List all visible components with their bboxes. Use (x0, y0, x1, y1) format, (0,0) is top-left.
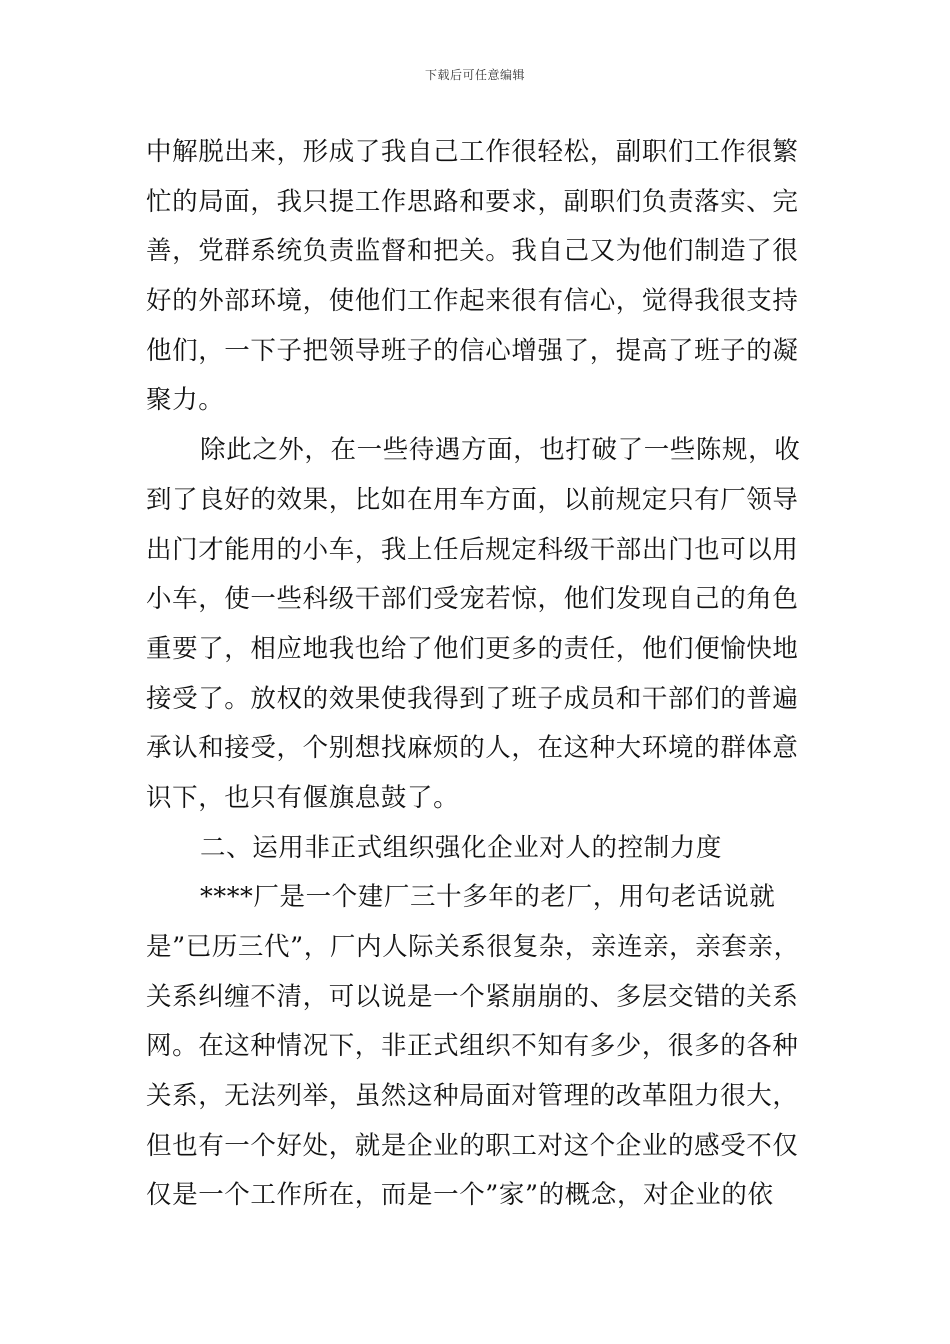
text-line: 出门才能用的小车，我上任后规定科级干部出门也可以用 (146, 534, 799, 565)
text-line: 关系纠缠不清，可以说是一个紧崩崩的、多层交错的关系 (146, 981, 799, 1012)
text-line: 是”已历三代”，厂内人际关系很复杂，亲连亲，亲套亲， (146, 932, 800, 962)
text-line: 关系，无法列举，虽然这种局面对管理的改革阻力很大， (146, 1081, 799, 1112)
text-line: 仅是一个工作所在，而是一个”家”的概念，对企业的依 (146, 1180, 774, 1211)
text-line: 除此之外，在一些待遇方面，也打破了一些陈规，收 (200, 435, 801, 466)
text-line: 小车，使一些科级干部们受宠若惊，他们发现自己的角色 (146, 584, 799, 615)
text-line: 聚力。 (146, 385, 225, 416)
text-line: 接受了。放权的效果使我得到了班子成员和干部们的普遍 (146, 683, 799, 714)
text-line: 但也有一个好处，就是企业的职工对这个企业的感受不仅 (146, 1130, 799, 1161)
text-line: 重要了，相应地我也给了他们更多的责任，他们便愉快地 (146, 633, 799, 664)
text-line: 他们，一下子把领导班子的信心增强了，提高了班子的凝 (146, 335, 799, 366)
text-line: ****厂是一个建厂三十多年的老厂，用句老话说就 (200, 882, 776, 913)
text-line: 网。在这种情况下，非正式组织不知有多少，很多的各种 (146, 1031, 799, 1062)
text-line: 中解脱出来，形成了我自己工作很轻松，副职们工作很繁 (146, 137, 799, 167)
document-body (146, 128, 826, 1221)
text-line: 二、运用非正式组织强化企业对人的控制力度 (200, 832, 723, 863)
text-line: 承认和接受，个别想找麻烦的人，在这种大环境的群体意 (146, 733, 799, 764)
text-line: 善，党群系统负责监督和把关。我自己又为他们制造了很 (146, 236, 799, 267)
text-line: 忙的局面，我只提工作思路和要求，副职们负责落实、完 (146, 186, 799, 217)
text-line: 识下，也只有偃旗息鼓了。 (146, 782, 460, 813)
text-line: 到了良好的效果，比如在用车方面，以前规定只有厂领导 (146, 484, 799, 515)
page-header-note: 下载后可任意编辑 (424, 68, 525, 82)
text-line: 好的外部环境，使他们工作起来很有信心，觉得我很支持 (146, 286, 799, 317)
